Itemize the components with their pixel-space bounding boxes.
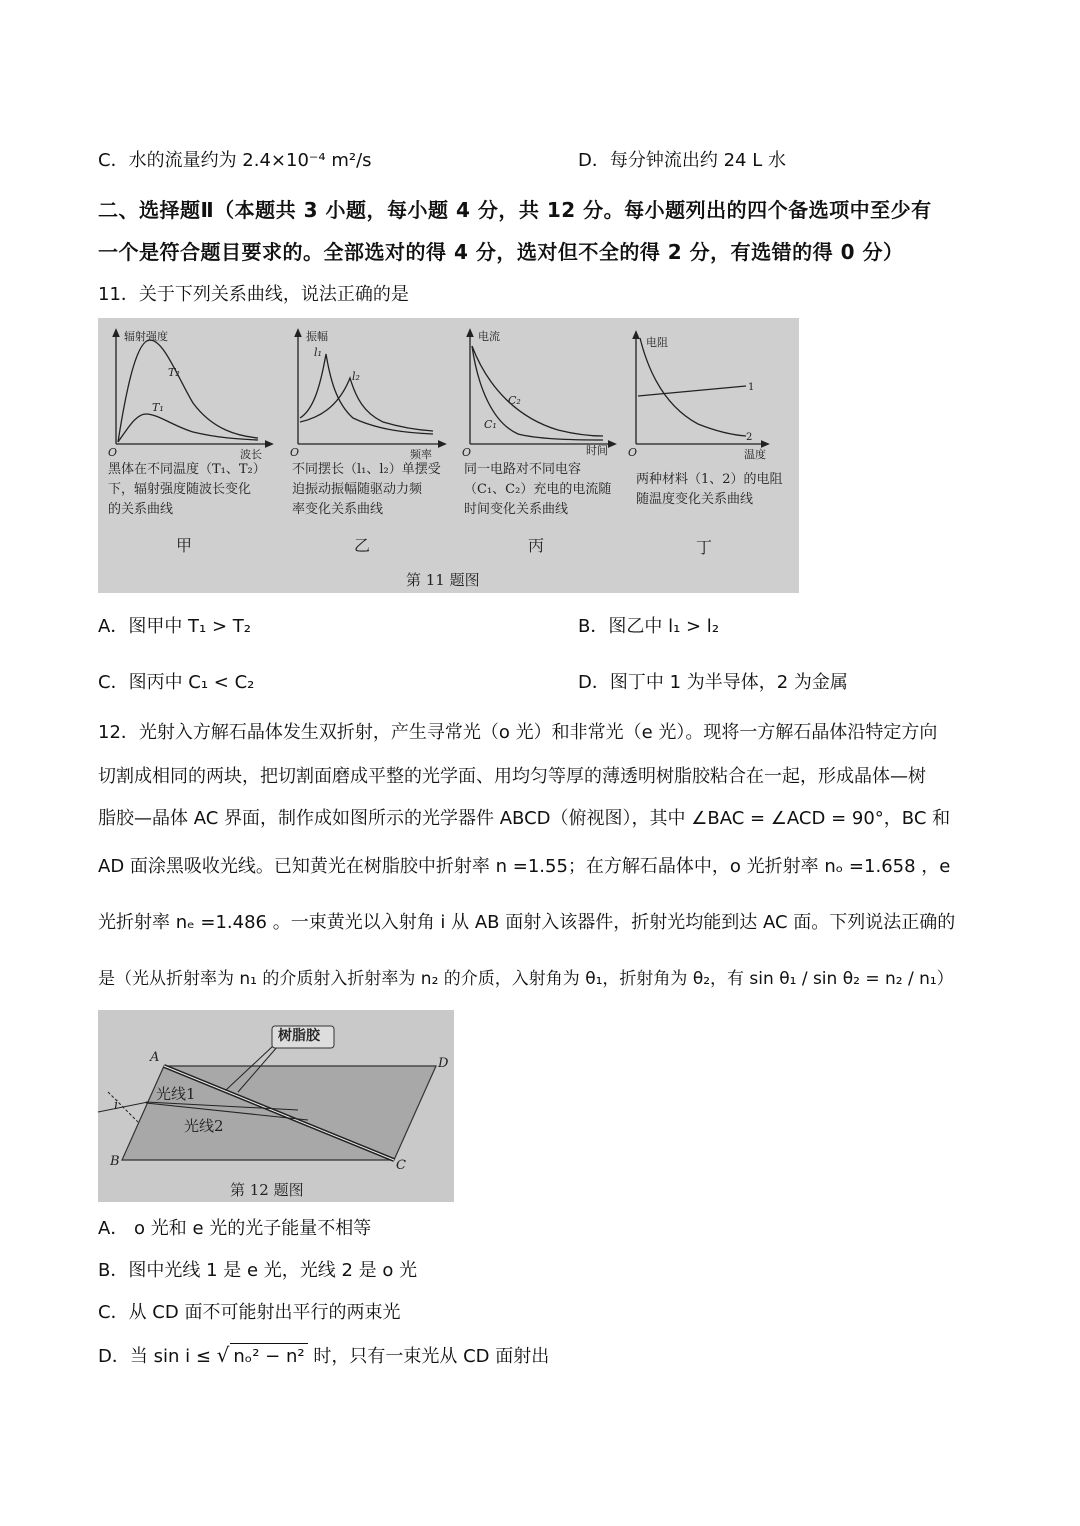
panel-bing-curve-c1: C₁ <box>484 418 497 431</box>
q11-option-c: C．图丙中 C₁ < C₂ <box>98 672 255 693</box>
panel-ding-origin: O <box>628 446 638 459</box>
panel-ding <box>636 334 766 444</box>
panel-jia-desc: 黑体在不同温度（T₁、T₂） 下，辐射强度随波长变化 的关系曲线 <box>108 462 266 517</box>
panel-yi-curve-l1: l₁ <box>314 346 322 359</box>
panel-bing-tag: 丙 <box>528 536 545 555</box>
q12-stem-line5: 光折射率 nₑ =1.486 。一束黄光以入射角 i 从 AB 面射入该器件，折射光均能到达 AC 面。下列说法正确的 <box>98 912 956 933</box>
q12-stem-line4: AD 面涂黑吸收光线。已知黄光在树脂胶中折射率 n =1.55；在方解石晶体中，o 光折射率 nₒ =1.658 ，e <box>98 856 951 877</box>
q12-option-c: C．从 CD 面不可能射出平行的两束光 <box>98 1302 401 1323</box>
q11-option-b: B．图乙中 l₁ > l₂ <box>578 616 720 637</box>
panel-bing-desc: 同一电路对不同电容 （C₁、C₂）充电的电流随 时间变化关系曲线 <box>464 462 612 517</box>
q10-option-c: C．水的流量约为 2.4×10⁻⁴ m²/s <box>98 150 372 171</box>
panel-ding-desc: 两种材料（1、2）的电阻 随温度变化关系曲线 <box>636 472 783 507</box>
q12-stem-line6: 是（光从折射率为 n₁ 的介质射入折射率为 n₂ 的介质，入射角为 θ₁，折射角为 θ₂，有 sin θ₁ / sin θ₂ = n₂ / n₁） <box>98 969 954 989</box>
panel-ding-xlabel: 温度 <box>744 448 766 461</box>
vertex-b: B <box>110 1154 120 1169</box>
panel-bing-curve-c2: C₂ <box>508 394 521 407</box>
resin-label: 树脂胶 <box>278 1028 320 1044</box>
q11-option-d: D．图丁中 1 为半导体，2 为金属 <box>578 672 848 693</box>
vertex-c: C <box>396 1158 406 1173</box>
panel-jia-ylabel: 辐射强度 <box>124 330 168 343</box>
q12-stem-line3: 脂胶—晶体 AC 界面，制作成如图所示的光学器件 ABCD（俯视图），其中 ∠BAC = ∠ACD = 90°，BC 和 <box>98 808 951 829</box>
panel-jia-origin: O <box>108 446 118 459</box>
incident-angle-i: i <box>114 1098 119 1113</box>
q12-option-d-prefix: D．当 sin i ≤ <box>98 1346 211 1367</box>
panel-ding-ylabel: 电阻 <box>646 336 668 349</box>
q10-option-d: D．每分钟流出约 24 L 水 <box>578 150 786 171</box>
panel-yi-desc: 不同摆长（l₁、l₂）单摆受 迫振动振幅随驱动力频 率变化关系曲线 <box>292 462 441 517</box>
panel-yi-xlabel: 频率 <box>410 448 432 461</box>
panel-jia-curve-t2: T₂ <box>168 366 180 379</box>
q11-figure <box>98 318 799 593</box>
panel-jia <box>116 332 270 444</box>
vertex-a: A <box>150 1050 160 1065</box>
q11-option-a: A．图甲中 T₁ > T₂ <box>98 616 251 637</box>
q12-figure <box>98 1010 454 1202</box>
q12-figure-caption: 第 12 题图 <box>230 1181 304 1199</box>
panel-ding-tag: 丁 <box>696 538 713 557</box>
panel-bing-xlabel: 时间 <box>586 444 608 457</box>
q12-option-d-radicand: nₒ² − n² <box>230 1343 307 1370</box>
q12-stem-line1: 12．光射入方解石晶体发生双折射，产生寻常光（o 光）和非常光（e 光）。现将一方解石晶体沿特定方向 <box>98 722 938 743</box>
panel-yi-curve-l2: l₂ <box>352 370 360 383</box>
panel-jia-xlabel: 波长 <box>240 448 262 461</box>
panel-bing-origin: O <box>462 446 472 459</box>
panel-yi-ylabel: 振幅 <box>306 330 328 343</box>
q11-stem: 11．关于下列关系曲线，说法正确的是 <box>98 284 409 305</box>
sqrt-sign: √ <box>216 1343 230 1367</box>
panel-bing-ylabel: 电流 <box>478 330 500 343</box>
panel-jia-tag: 甲 <box>176 536 193 555</box>
q12-option-b: B．图中光线 1 是 e 光，光线 2 是 o 光 <box>98 1260 418 1281</box>
panel-jia-curve-t1: T₁ <box>152 401 164 414</box>
panel-ding-curve-2: 2 <box>746 432 753 443</box>
q12-stem-line2: 切割成相同的两块，把切割面磨成平整的光学面、用均匀等厚的薄透明树脂胶粘合在一起，形成晶体—树 <box>98 766 926 787</box>
q11-figure-caption: 第 11 题图 <box>406 571 480 589</box>
section-2-heading-line2: 一个是符合题目要求的。全部选对的得 4 分，选对但不全的得 2 分，有选错的得 0 分） <box>98 240 904 264</box>
ray-2-label: 光线2 <box>184 1117 224 1135</box>
vertex-d: D <box>438 1056 449 1071</box>
q12-option-a: A． o 光和 e 光的光子能量不相等 <box>98 1218 372 1239</box>
panel-ding-curve-1: 1 <box>748 382 755 393</box>
section-2-heading-line1: 二、选择题Ⅱ（本题共 3 小题，每小题 4 分，共 12 分。每小题列出的四个备选项中至少有 <box>98 198 932 222</box>
panel-yi-origin: O <box>290 446 300 459</box>
ray-1-label: 光线1 <box>156 1085 196 1103</box>
q12-option-d-suffix: 时，只有一束光从 CD 面射出 <box>313 1346 550 1367</box>
q12-option-d <box>98 1342 549 1370</box>
q11-figure-svg <box>98 318 799 593</box>
panel-yi-tag: 乙 <box>354 536 371 555</box>
